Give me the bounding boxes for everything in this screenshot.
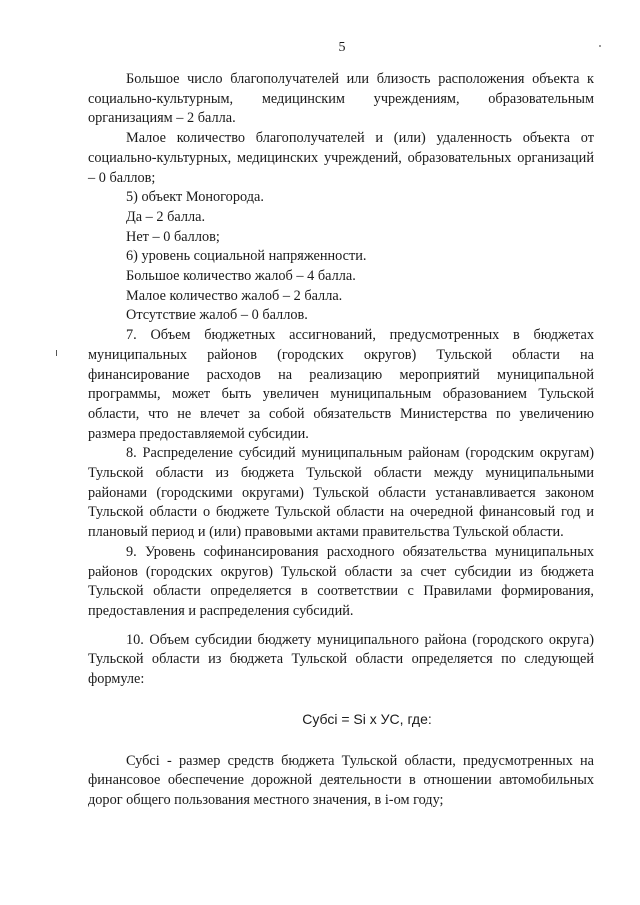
list-item-no: Нет – 0 баллов;: [126, 228, 220, 245]
page-number: 5: [338, 40, 346, 55]
formula: Субсi = Si x УС, где:: [302, 710, 432, 727]
list-item-social-tension: 6) уровень социальной напряженности.: [126, 248, 367, 265]
document-body: [88, 70, 594, 811]
spacer: [88, 622, 594, 631]
list-item-no-complaints: Отсутствие жалоб – 0 баллов.: [126, 307, 308, 324]
list-item-monotown: 5) объект Моногорода.: [126, 189, 264, 206]
paragraph-small-number-beneficiaries: Малое количество благополучателей и (или) удаленность объекта от социально-культурных, медицинских учреждений, образовательных организаций – 0 баллов;: [88, 130, 594, 186]
paragraph-formula-definition: Субсi - размер средств бюджета Тульской области, предусмотренных на финансовое обеспечение дорожной деятельности в отношении автомобильных дорог общего пользования местного значения, в i-ом году;: [88, 752, 594, 808]
list-item-few-complaints: Малое количество жалоб – 2 балла.: [126, 287, 343, 304]
list-item-yes: Да – 2 балла.: [126, 208, 206, 225]
paragraph-large-number-beneficiaries: Большое число благополучателей или близость расположения объекта к социально-культурным, медицинским учреждениям, образовательным организациям – 2 балла.: [88, 71, 594, 127]
paragraph-item-8: 8. Распределение субсидий муниципальным районам (городским округам) Тульской области из бюджета Тульской области между муниципальными районами (городскими округами) Тульской области устанавливается законом Тульской области о бюджете Тульской области на очередной финансовый год и плановый период и (или) правовыми актами правительства Тульской области.: [88, 445, 594, 541]
list-item-many-complaints: Большое количество жалоб – 4 балла.: [126, 268, 356, 285]
margin-mark: [56, 350, 57, 356]
paragraph-item-7: 7. Объем бюджетных ассигнований, предусмотренных в бюджетах муниципальных районов (городских округов) Тульской области на финансирование расходов на реализацию мероприятий муниципальной программы, может быть увеличен муниципальным образованием Тульской области, что не влечет за собой обязательств Министерства по увеличению размера предоставляемой субсидии.: [88, 327, 594, 442]
paragraph-item-9: 9. Уровень софинансирования расходного обязательства муниципальных районов (городских округов) Тульской области за счет субсидии из бюджета Тульской области определяется в соответствии с Правилами формирования, предоставления и распределения субсидий.: [88, 543, 594, 619]
scan-speck: [599, 45, 601, 47]
paragraph-item-10: 10. Объем субсидии бюджету муниципального района (городского округа) Тульской области из бюджета Тульской области определяется по следующей формуле:: [88, 631, 594, 688]
